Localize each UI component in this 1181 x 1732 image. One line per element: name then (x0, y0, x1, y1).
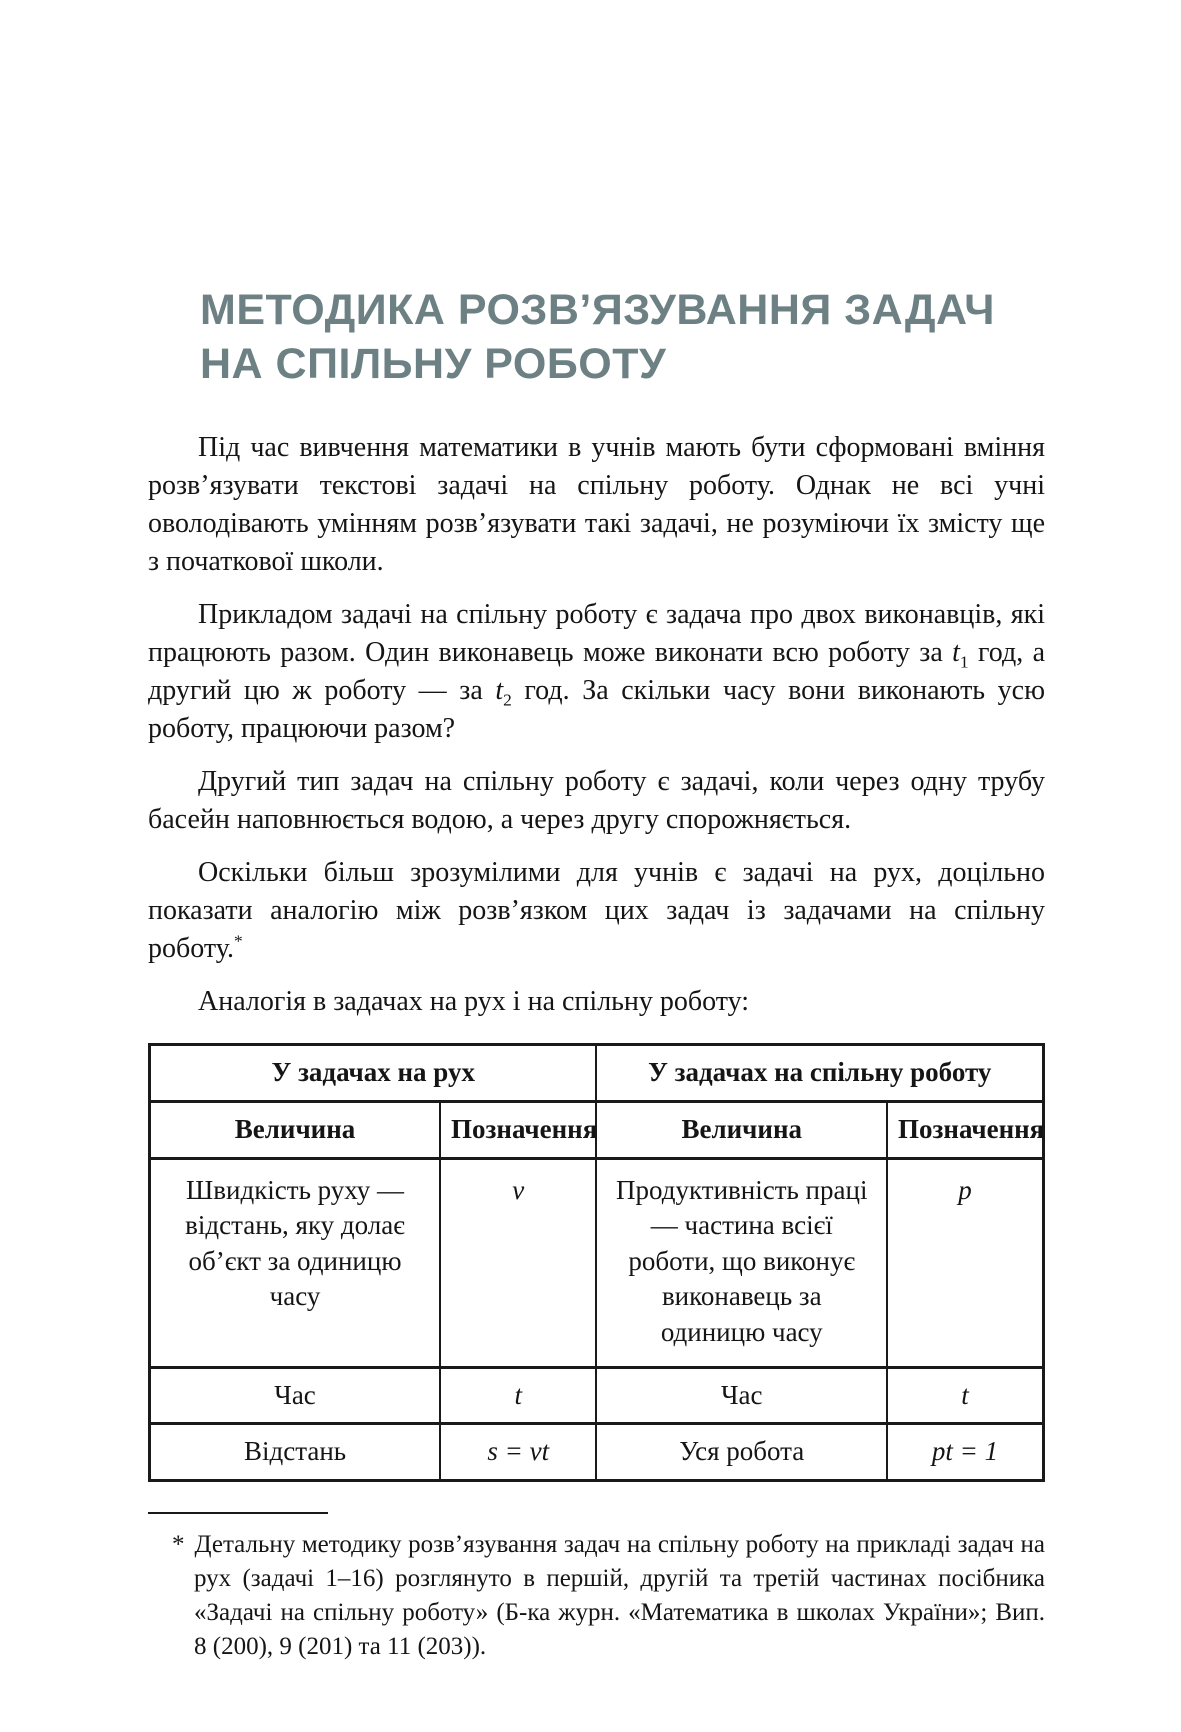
cell-quantity-time-motion: Час (150, 1367, 441, 1424)
analogy-table (148, 1043, 1045, 1482)
page-content (148, 0, 1045, 1664)
table-column-header-row (150, 1101, 1044, 1158)
footnote-marker: * (172, 1530, 185, 1558)
cell-symbol-p: p (887, 1158, 1043, 1367)
footnote-text: Детальну методику розв’язування задач на спільну роботу на прикладі задач на рух (задачі 1–16) розглянуто в першій, другій та третій частинах посібника «Задачі на спільну роботу» (Б-ка журн. «Математика в школах України»; Вип. 8 (200), 9 (201) та 11 (203)). (194, 1530, 1045, 1660)
footnote-divider (148, 1512, 328, 1514)
cell-formula-pt1: pt = 1 (887, 1424, 1043, 1481)
col-header-symbol-motion: Позначення (440, 1101, 596, 1158)
intro-paragraph-2: Прикладом задачі на спільну роботу є задача про двох виконавців, які працюють разом. Один виконавець може виконати всю роботу за $t_1$ год, а другий цю ж роботу — за $t_2$ год. За скільки часу вони виконають усю роботу, працюючи разом? (148, 599, 1046, 745)
table-row-time (150, 1367, 1044, 1424)
cell-quantity-speed: Швидкість руху — відстань, яку долає об’єкт за одиницю часу (150, 1158, 441, 1367)
col-header-quantity-joint: Величина (596, 1101, 887, 1158)
page-title-line-1: МЕТОДИКА РОЗВ’ЯЗУВАННЯ ЗАДАЧ (200, 286, 995, 334)
cell-quantity-all-work: Уся робота (596, 1424, 887, 1481)
cell-quantity-distance: Відстань (150, 1424, 441, 1481)
cell-formula-svt: s = vt (440, 1424, 596, 1481)
footnote (148, 1512, 1045, 1664)
footnote-body (148, 1528, 1045, 1664)
intro-paragraph-1: Під час вивчення математики в учнів мають бути сформовані вміння розв’язувати текстові задачі на спільну роботу. Однак не всі учні оволодівають умінням розв’язувати такі задачі, не розуміючи їх змісту ще з початкової школи. (148, 432, 1045, 578)
cell-symbol-t-motion: t (440, 1367, 596, 1424)
col-header-quantity-motion: Величина (150, 1101, 441, 1158)
group-header-joint-work: У задачах на спільну роботу (596, 1045, 1043, 1102)
page-title-line-2: НА СПІЛЬНУ РОБОТУ (200, 340, 667, 389)
intro-paragraph-3: Другий тип задач на спільну роботу є задачі, коли через одну трубу басейн наповнюється водою, а через другу спорожняється. (148, 766, 1045, 836)
cell-symbol-t-joint: t (887, 1367, 1043, 1424)
table-row-speed-productivity (150, 1158, 1044, 1367)
col-header-symbol-joint: Позначення (887, 1101, 1043, 1158)
page-title (200, 283, 1045, 391)
intro-paragraph-4: Оскільки більш зрозумілими для учнів є задачі на рух, доцільно показати аналогію між розв’язком цих задач із задачами на спільну роботу.* (148, 857, 1045, 965)
cell-quantity-time-joint: Час (596, 1367, 887, 1424)
table-lead-in: Аналогія в задачах на рух і на спільну роботу: (198, 986, 750, 1018)
cell-symbol-v: v (440, 1158, 596, 1367)
group-header-motion: У задачах на рух (150, 1045, 597, 1102)
cell-quantity-productivity: Продуктивність праці — частина всієї роботи, що виконує виконавець за одиницю часу (596, 1158, 887, 1367)
table-row-distance-work (150, 1424, 1044, 1481)
table-group-header-row (150, 1045, 1044, 1102)
